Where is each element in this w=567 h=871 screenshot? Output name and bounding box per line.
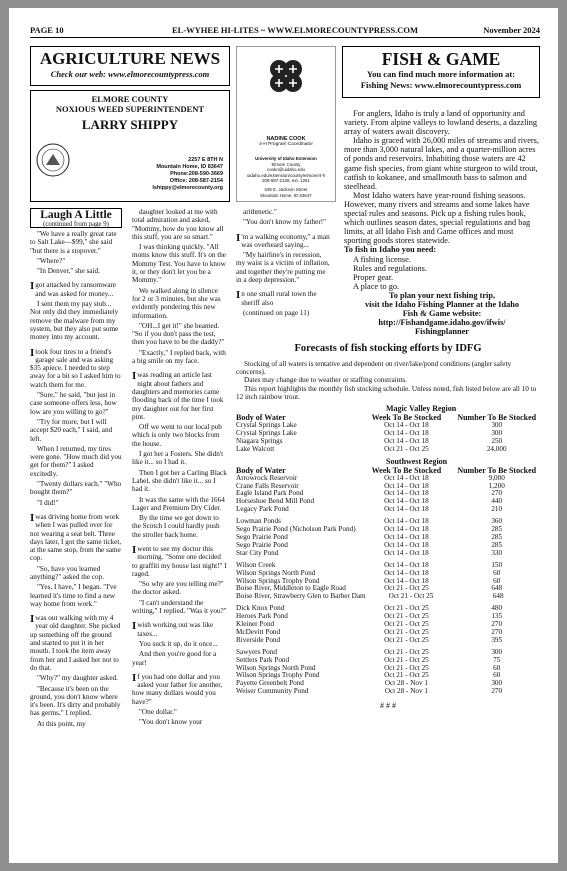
- stocking-number: 360: [491, 517, 503, 526]
- drop-cap: I: [30, 511, 35, 524]
- stocking-week: Oct 14 - Oct 18: [384, 548, 429, 557]
- stocking-week: Oct 28 - Nov 1: [384, 687, 428, 696]
- weed-email: lshippy@elmorecounty.org: [152, 185, 223, 191]
- joke-paragraph: "OH...I get it!" she beamed. "So if you don't pass the test, then you have to be the daddy?": [132, 321, 225, 347]
- stocking-week: Oct 21 - Oct 25: [384, 663, 429, 672]
- drop-cap: I: [236, 231, 241, 244]
- stocking-water: Wilson Springs North Pond: [236, 568, 316, 577]
- stocking-water: Boise River, Strawberry Glen to Barber Dam: [236, 592, 366, 601]
- stocking-week: Oct 14 - Oct 18: [384, 428, 429, 437]
- stocking-water: Eagle Island Park Pond: [236, 489, 304, 498]
- col-number: Number To Be Stocked: [457, 465, 537, 475]
- joke-paragraph: "Try for more, but I will accept $20 each," I said, and left.: [30, 417, 113, 443]
- magic-valley-heading: Magic Valley Region: [386, 404, 457, 413]
- stocking-week: Oct 28 - Nov 1: [384, 679, 428, 688]
- stocking-water: Lowman Ponds: [236, 517, 281, 526]
- fg-paragraph1: For anglers, Idaho is truly a land of opportunity and variety. From alpine valleys to lowland deserts, a dazzling array of waters await discovery.: [344, 109, 537, 137]
- joke-paragraph: [30, 348, 123, 389]
- fg-plan2: visit the Idaho Fishing Planner at the Idaho: [364, 299, 520, 309]
- joke-paragraph: "Sure," he said, "but just in case someone offers less, how low are you willing to go?": [30, 391, 117, 416]
- fg-need-rules: Rules and regulations.: [353, 263, 427, 273]
- joke-paragraph: "One dollar.": [139, 708, 177, 717]
- stocking-water: Boise River, Middleton to Eagle Road: [236, 584, 346, 593]
- four-h-clover-icon: [265, 55, 307, 97]
- drop-cap: I: [132, 543, 137, 556]
- stocking-week: Oct 14 - Oct 18: [384, 481, 429, 490]
- magic-valley-rows: [236, 422, 540, 454]
- joke-paragraph: "Because it's been on the ground, you don't know where it's been. It's dirty and probably has germs," I replied.: [30, 684, 121, 718]
- col-week: Week To Be Stocked: [371, 413, 442, 422]
- stocking-water: Weiser Community Pond: [236, 687, 309, 696]
- joke-text: was driving home from work when I was pulled over for not wearing a seat belt. Three days later, I got the same ticket, at the same stop, from the same cop.: [30, 512, 122, 563]
- joke-paragraph: "Exactly," I replied back, with a big smile on my face.: [132, 348, 226, 366]
- joke-paragraph: [132, 371, 227, 421]
- stocking-water: Payette Greenbelt Pond: [236, 679, 304, 688]
- agriculture-subtitle: Check our web: www.elmorecountypress.com: [50, 69, 210, 79]
- stocking-water: Sego Prairie Pond (Nicholson Park Pond): [236, 525, 356, 534]
- stocking-water: Legacy Park Pond: [236, 505, 289, 514]
- agriculture-title: AGRICULTURE NEWS: [39, 49, 221, 68]
- stocking-water: Wilson Creek: [236, 560, 276, 569]
- extension-line5: 208-587-2136, ext. 1251: [262, 178, 310, 184]
- weed-line1: ELMORE COUNTY: [91, 94, 169, 104]
- joke-paragraph: [30, 513, 123, 563]
- joke-paragraph: I got her a Fosters. She didn't like it... so I had it.: [132, 450, 224, 467]
- joke-paragraph: When I returned, my tires were gone. "How much did you get for them?" I asked excitedly.: [30, 444, 122, 478]
- joke-paragraph: [132, 621, 227, 638]
- stocking-water: Wilson Springs Trophy Pond: [236, 576, 320, 585]
- stocking-water: Wilson Springs Trophy Pond: [236, 671, 320, 680]
- stocking-water: Riverside Pond: [236, 635, 281, 644]
- joke-paragraph: "So why are you telling me?" the doctor asked.: [132, 580, 224, 597]
- stocking-number: 9,000: [488, 473, 505, 482]
- stocking-number: 135: [491, 612, 503, 621]
- stocking-row: [236, 688, 540, 696]
- drop-cap: I: [30, 280, 35, 293]
- joke-text: was out walking with my 4 year old daughter. She picked up something off the ground and started to put it in her mouth. I took the item away from her and I asked her not to do that.: [30, 614, 121, 672]
- extension-name: NADINE COOK: [266, 136, 306, 142]
- forecast-intro3: This report highlights the monthly fish stocking schedule. Unless noted, fish listed below are all 10 to 12 inch rainbow trout.: [236, 384, 537, 401]
- stocking-water: Arrowrock Reservoir: [236, 473, 298, 482]
- stocking-water: Niagara Springs: [236, 436, 283, 445]
- stocking-water: Lake Walcott: [236, 444, 275, 453]
- extension-line3: cookn@uidaho.edu: [267, 167, 305, 173]
- southwest-group-4: [236, 605, 540, 645]
- stocking-row: [236, 593, 540, 601]
- joke-paragraph: [236, 233, 331, 250]
- joke-paragraph: You suck it up, do it once...: [139, 639, 218, 648]
- stocking-week: Oct 21 - Oct 25: [388, 592, 434, 601]
- stocking-week: Oct 14 - Oct 18: [384, 505, 429, 514]
- weed-superintendent-card: [30, 90, 230, 202]
- stocking-week: Oct 14 - Oct 18: [384, 473, 429, 482]
- drop-cap: I: [30, 613, 35, 626]
- laugh-title: Laugh A Little: [40, 209, 112, 221]
- joke-paragraph: "So, have you learned anything?" asked the cop.: [30, 564, 104, 581]
- extension-line6: 535 E. Jackson Street: [264, 186, 308, 192]
- stocking-number: 285: [491, 525, 503, 534]
- stocking-row: [236, 637, 540, 645]
- stocking-water: McDevitt Pond: [236, 627, 281, 636]
- fish-game-sub2: Fishing News: www.elmorecountypress.com: [360, 80, 522, 90]
- stocking-week: Oct 14 - Oct 18: [384, 568, 429, 577]
- southwest-group-1: [236, 475, 540, 515]
- joke-text: took four tires to a friend's garage sale and was asking $35 apiece. I needed to step away for a bit so I asked him to watch them for me.: [30, 347, 121, 389]
- stocking-week: Oct 21 - Oct 25: [384, 620, 429, 629]
- stocking-row: [236, 446, 540, 454]
- joke-paragraph: (continued on page 11): [243, 308, 310, 317]
- joke-paragraph: arithmetic.": [243, 208, 277, 216]
- joke-paragraph: [30, 281, 123, 298]
- county-seal-icon: [36, 143, 70, 177]
- stocking-week: Oct 14 - Oct 18: [384, 525, 429, 534]
- joke-text: went to see my doctor this morning. "Some one decided to graffiti my house last night!" I raged.: [132, 544, 227, 578]
- fg-plan-link[interactable]: http://Fishandgame.idaho.gov/ifwis/: [378, 318, 506, 328]
- stocking-week: Oct 14 - Oct 18: [384, 540, 429, 549]
- joke-paragraph: "You don't know my father!": [243, 218, 327, 227]
- extension-card: [236, 46, 336, 202]
- forecast-title: Forecasts of fish stocking efforts by IDFG: [294, 343, 482, 354]
- drop-cap: I: [132, 671, 137, 684]
- stocking-water: Dick Knox Pond: [236, 604, 285, 613]
- joke-paragraph: [30, 614, 123, 672]
- laugh-column-1: [30, 230, 123, 850]
- agriculture-news-box: [30, 46, 230, 86]
- page-number: PAGE 10: [30, 25, 64, 35]
- laugh-continued: (continued from page 9): [43, 221, 109, 228]
- extension-line2: Elmore County: [271, 161, 301, 167]
- joke-paragraph: We walked along in silence for 2 or 3 minutes, but she was evidently pondering this new information.: [132, 286, 221, 320]
- southwest-group-5: [236, 649, 540, 696]
- stocking-water: Sawyers Pond: [236, 647, 277, 656]
- stocking-week: Oct 21 - Oct 25: [384, 604, 429, 613]
- weed-office: Office: 208-587-2154: [169, 178, 223, 184]
- stocking-water: Sego Prairie Pond: [236, 540, 288, 549]
- stocking-week: Oct 14 - Oct 18: [384, 436, 429, 445]
- southwest-heading: Southwest Region: [386, 456, 448, 466]
- laugh-title-box: [30, 208, 122, 228]
- fg-need-place: A place to go.: [353, 281, 400, 291]
- stocking-number: 1,200: [488, 481, 505, 490]
- joke-paragraph: "I can't understand the writing," I replied. "Was it you?": [132, 598, 227, 616]
- drop-cap: I: [132, 620, 137, 633]
- weed-name: LARRY SHIPPY: [81, 117, 179, 132]
- stocking-number: 250: [491, 436, 503, 445]
- joke-paragraph: At this point, my: [37, 719, 86, 728]
- stocking-week: Oct 21 - Oct 25: [384, 647, 429, 656]
- fg-paragraph2: Idaho is graced with 26,000 miles of streams and rivers, more than 3,000 natural lakes, and a quarter-million acres of ponds and reservoirs. Inhabiting those waters are 42 game fish species, from giant white sturgeon to wild trout, catfish to kokanee, and smallmouth bass to salmon and steelhead.: [344, 136, 539, 191]
- fish-game-title: FISH & GAME: [381, 49, 501, 69]
- masthead: EL-WYHEE HI-LITES ~ WWW.ELMORECOUNTYPRESS.COM: [172, 25, 419, 35]
- page-header: [30, 22, 540, 38]
- stocking-number: 60: [493, 671, 501, 680]
- joke-paragraph: Off we went to our local pub which is only two blocks from the house.: [132, 423, 222, 448]
- southwest-group-2: [236, 518, 540, 558]
- article-end-mark: # # #: [380, 701, 396, 711]
- stocking-number: 60: [493, 568, 501, 577]
- stocking-table: [236, 404, 540, 710]
- col-week: Week To Be Stocked: [371, 465, 442, 475]
- stocking-water: Horseshoe Bend Mill Pond: [236, 497, 315, 506]
- weed-contact: [152, 157, 223, 192]
- joke-paragraph: I was thinking quickly. "All moms know this stuff. It's on the Mommy Test. You have to know it, or they don't let you be a Mommy.": [132, 243, 227, 285]
- stocking-row: [236, 506, 540, 514]
- joke-paragraph: daughter looked at me with total admiration and asked, "Mommy, how do you know all this stuff, you are so smart.": [132, 208, 224, 241]
- joke-paragraph: Then I got her a Carling Black Label, she didn't like it... so I had it.: [132, 468, 227, 494]
- stocking-week: Oct 21 - Oct 25: [384, 584, 429, 593]
- fg-paragraph3: Most Idaho waters have year-round fishing seasons. However, many rivers and streams and some lakes have special rules and seasons. Pick up a fishing rules book, which outlines season dates, special regulations and bag limits, at all Idaho Fish and Game offices and most sporting goods stores statewide.: [344, 190, 531, 246]
- fg-need-gear: Proper gear.: [353, 272, 394, 282]
- stocking-number: 300: [491, 679, 503, 688]
- stocking-number: 60: [493, 663, 501, 672]
- stocking-number: 270: [491, 687, 503, 696]
- stocking-number: 150: [491, 560, 503, 569]
- stocking-week: Oct 21 - Oct 25: [384, 655, 429, 664]
- weed-address1: 2257 E 8TH N: [188, 157, 223, 163]
- southwest-group-3: [236, 562, 540, 602]
- stocking-row: [236, 550, 540, 558]
- joke-text: was reading an article last night about fathers and daughters and memories came flooding back of the time I took my daughter out for her first pint.: [132, 371, 224, 421]
- extension-line1: University of Idaho Extension: [255, 156, 317, 161]
- joke-paragraph: "You don't know your: [139, 718, 203, 727]
- stocking-water: Crystal Springs Lake: [236, 428, 297, 437]
- joke-text: f you had one dollar and you asked your father for another, how many dollars would you have?": [132, 672, 223, 706]
- issue-date: November 2024: [483, 25, 540, 35]
- fish-game-sub1: You can find much more information at:: [366, 69, 516, 79]
- joke-paragraph: [132, 545, 227, 578]
- stocking-number: 330: [491, 548, 503, 557]
- joke-paragraph: "In Denver," she said.: [37, 267, 100, 276]
- stocking-number: 210: [491, 505, 503, 514]
- stocking-number: 270: [491, 489, 503, 498]
- extension-line7: Mountain Home, ID 83647: [260, 192, 312, 198]
- stocking-week: Oct 21 - Oct 25: [384, 671, 429, 680]
- stocking-week: Oct 21 - Oct 25: [384, 635, 429, 644]
- fg-plan-link-end[interactable]: Fishingplanner: [415, 327, 469, 337]
- forecast-intro2: Dates may change due to weather or staffing constraints.: [244, 376, 407, 385]
- stocking-number: 300: [491, 421, 503, 429]
- laugh-column-2: [132, 208, 227, 848]
- stocking-week: Oct 14 - Oct 18: [384, 421, 429, 429]
- fg-need-license: A fishing license.: [353, 254, 411, 264]
- forecast-intro: [236, 360, 540, 401]
- drop-cap: I: [236, 289, 241, 302]
- joke-paragraph: And then you're good for a year!: [132, 650, 217, 667]
- stocking-week: Oct 21 - Oct 25: [384, 444, 429, 453]
- stocking-week: Oct 21 - Oct 25: [384, 627, 429, 636]
- stocking-number: 270: [491, 627, 503, 636]
- stocking-water: Star City Pond: [236, 548, 279, 557]
- weed-phone: Phone:208-590-3669: [170, 171, 223, 177]
- stocking-water: Crane Falls Reservoir: [236, 481, 299, 490]
- col-body-of-water: Body of Water: [236, 465, 286, 475]
- stocking-number: 285: [491, 532, 503, 541]
- stocking-week: Oct 14 - Oct 18: [384, 497, 429, 506]
- stocking-number: 648: [491, 584, 503, 593]
- joke-paragraph: "We have a really great rate to Salt Lake—$99," she said "but there is a stopover.": [30, 230, 117, 255]
- stocking-week: Oct 21 - Oct 25: [384, 612, 429, 621]
- stocking-number: 24,000: [486, 444, 507, 453]
- stocking-number: 75: [493, 655, 501, 664]
- joke-paragraph: [236, 290, 331, 307]
- stocking-number: 300: [491, 647, 503, 656]
- joke-paragraph: "Yes, I have," I began. "I've learned it's time to find a new way home from work.": [30, 583, 117, 608]
- stocking-water: Settlers Park Pond: [236, 655, 290, 664]
- fg-plan3: Fish & Game website:: [402, 309, 482, 319]
- extension-line4: uidaho.edu/extension/county/elmore/4-h: [246, 172, 326, 178]
- stocking-number: 480: [491, 604, 503, 613]
- stocking-week: Oct 14 - Oct 18: [384, 517, 429, 526]
- drop-cap: I: [132, 370, 137, 383]
- stocking-water: Crystal Springs Lake: [236, 421, 297, 429]
- joke-text: got attacked by ransomware and was asked for money...: [35, 281, 117, 298]
- joke-text: wish working out was like taxes...: [137, 621, 214, 638]
- col-body-of-water: Body of Water: [236, 413, 286, 422]
- stocking-water: Sego Prairie Pond: [236, 532, 288, 541]
- stocking-number: 285: [491, 540, 503, 549]
- weed-address2: Mountain Home, ID 83647: [156, 164, 223, 170]
- fish-game-article: [344, 109, 540, 336]
- stocking-week: Oct 14 - Oct 18: [384, 576, 429, 585]
- stocking-water: Wilson Springs North Pond: [236, 663, 316, 672]
- stocking-number: 270: [491, 620, 503, 629]
- stocking-number: 300: [491, 428, 503, 437]
- weed-line2: NOXIOUS WEED SUPERINTENDENT: [55, 103, 205, 114]
- col-number: Number To Be Stocked: [457, 413, 537, 422]
- joke-paragraph: "My hairline's in recession, my waist is a victim of inflation, and together they're putting me in a deep depression.": [236, 251, 330, 285]
- drop-cap: I: [30, 346, 35, 359]
- forecast-intro1: Stocking of all waters is tentative and dependent on river/lake/pond conditions (angler safety concerns).: [236, 360, 512, 377]
- stocking-number: 648: [492, 592, 504, 601]
- joke-paragraph: [132, 673, 227, 706]
- stocking-week: Oct 14 - Oct 18: [384, 489, 429, 498]
- fg-need-heading: To fish in Idaho you need:: [344, 245, 437, 255]
- stocking-week: Oct 14 - Oct 18: [384, 532, 429, 541]
- fish-game-box: [342, 46, 540, 98]
- extension-role: 4-H Program Coordinator: [259, 142, 313, 147]
- joke-paragraph: "Why?" my daughter asked.: [37, 674, 118, 683]
- stocking-number: 395: [491, 635, 503, 644]
- stocking-number: 60: [493, 576, 501, 585]
- stocking-week: Oct 14 - Oct 18: [384, 560, 429, 569]
- stocking-number: 440: [491, 497, 503, 506]
- joke-text: n one small rural town the sheriff also: [241, 290, 317, 307]
- joke-paragraph: "Twenty dollars each." "Who bought them?": [30, 480, 122, 497]
- joke-paragraph: I sent them my pay stub... Not only did they immediately remove the malware from my system, but they also put some money into my account.: [30, 300, 119, 342]
- fg-plan1: To plan your next fishing trip,: [388, 290, 496, 300]
- joke-paragraph: "I did!": [37, 498, 59, 507]
- joke-text: 'm a walking economy," a man was overheard saying...: [241, 232, 330, 249]
- joke-paragraph: "Where?": [37, 256, 66, 265]
- joke-paragraph: By the time we got down to the Scotch I could hardly push the stroller back home.: [132, 514, 220, 539]
- stocking-water: Kleiner Pond: [236, 620, 275, 629]
- stocking-water: Heroes Park Pond: [236, 612, 288, 621]
- joke-paragraph: It was the same with the 1664 Lager and Premium Dry Cider.: [132, 495, 225, 512]
